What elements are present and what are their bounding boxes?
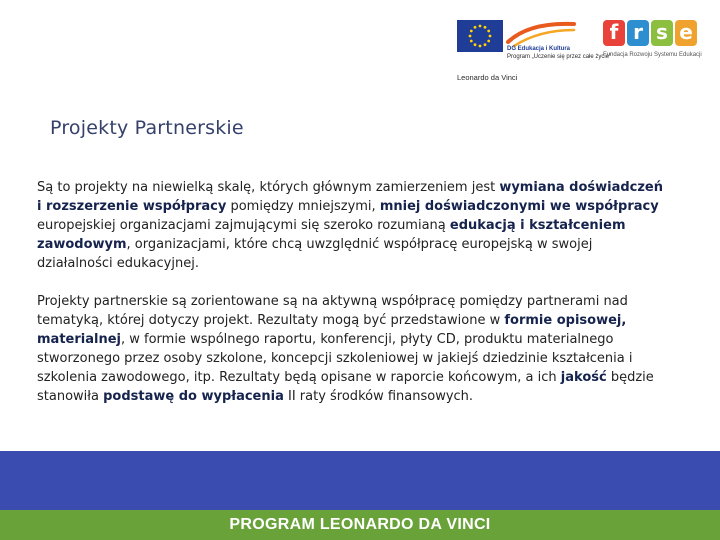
frse-letter-f: f xyxy=(603,20,625,46)
paragraph-1 xyxy=(37,178,667,273)
eu-leonardo-logo xyxy=(457,20,612,82)
frse-logo xyxy=(603,20,703,65)
footer-program-label: PROGRAM LEONARDO DA VINCI xyxy=(229,516,491,533)
bold-phrase: formie opisowej, materialnej xyxy=(37,313,627,347)
bold-phrase: mniej doświadczonymi we współpracy xyxy=(379,199,659,214)
frse-subtitle: Fundacja Rozwoju Systemu Edukacji xyxy=(603,52,702,58)
text-run: II raty środków finansowych. xyxy=(283,389,474,404)
frse-letter-r: r xyxy=(627,20,649,46)
text-run: , w formie wspólnego raportu, konferencji, płyty CD, produktu materialnego stworzonego przez osoby szkolone, koncepcji szkoleniowej w jakiejś dziedzinie kształcenia i szkolenia zawodowego, itp. Rezultaty będą opisane w raporcie końcowym, a ich xyxy=(37,332,633,385)
bold-phrase: wymiana doświadczeń i rozszerzenie współpracy xyxy=(37,180,664,214)
eu-logo-line2: Program „Uczenie się przez całe życie” xyxy=(507,54,612,60)
text-run: europejskiej organizacjami zajmującymi się szeroko rozumianą xyxy=(37,218,450,233)
text-run: pomiędzy mniejszymi, xyxy=(226,199,380,214)
eu-logo-text xyxy=(507,45,611,61)
page-title: Projekty Partnerskie xyxy=(50,117,244,139)
eu-flag-icon xyxy=(457,20,503,52)
paragraph-2 xyxy=(37,292,667,406)
footer-blue-band xyxy=(0,451,720,511)
text-run: Projekty partnerskie są zorientowane są na aktywną współpracę pomiędzy partnerami nad tematyką, której dotyczy projekt. Rezultaty mogą być przedstawione w xyxy=(37,294,628,328)
frse-letter-s: s xyxy=(651,20,673,46)
bold-phrase: jakość xyxy=(560,370,607,385)
bold-phrase: edukacją i kształceniem zawodowym xyxy=(37,218,626,252)
frse-letter-e: e xyxy=(675,20,697,46)
eu-logo-line1: DG Edukacja i Kultura xyxy=(507,46,571,52)
body-content xyxy=(37,178,667,425)
text-run: będzie stanowiła xyxy=(37,370,654,404)
text-run: Są to projekty na niewielką skalę, których głównym zamierzeniem jest xyxy=(37,180,500,195)
frse-letters xyxy=(603,20,703,48)
eu-logo-caption: Leonardo da Vinci xyxy=(457,73,518,82)
bold-phrase: podstawę do wypłacenia xyxy=(103,389,284,404)
text-run: , organizacjami, które chcą uwzględnić współpracę europejską w swojej działalności edukacyjnej. xyxy=(37,237,593,271)
